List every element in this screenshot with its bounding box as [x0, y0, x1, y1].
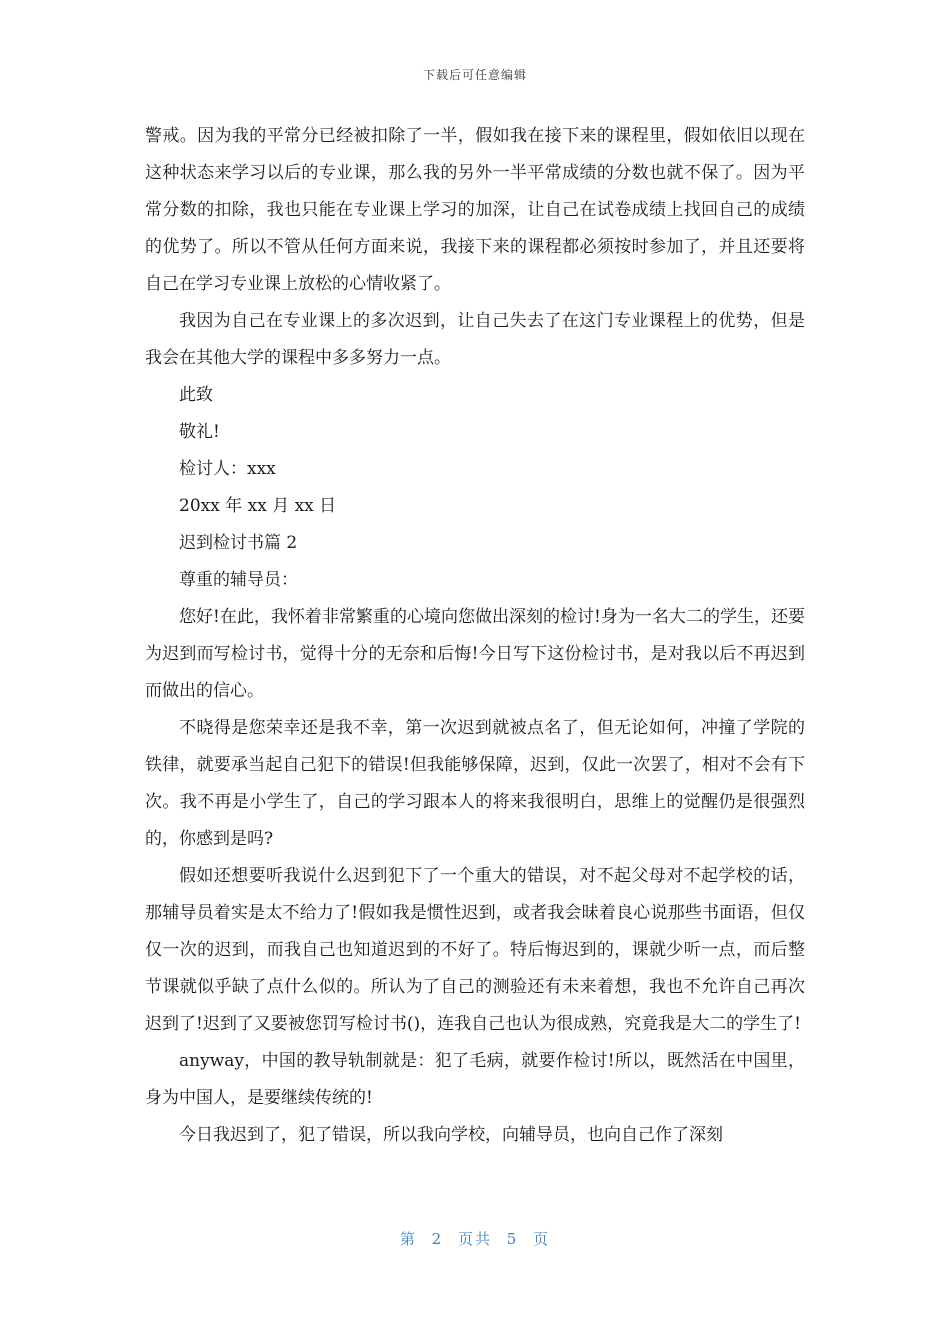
- closing-salutation: 此致: [179, 385, 213, 405]
- paragraph: 假如还想要听我说什么迟到犯下了一个重大的错误，对不起父母对不起学校的话，那辅导员着实是太不给力了!假如我是惯性迟到，或者我会昧着良心说那些书面语，但仅仅一次的迟到，而我自己也知道迟到的不好了。特后悔迟到的，课就少听一点，而后整节课就似乎缺了点什么似的。所认为了自己的测验还有未来着想，我也不允许自己再次迟到了!迟到了又要被您罚写检讨书()，连我自己也认为很成熟，究竟我是大二的学生了!: [145, 866, 805, 1034]
- signature-line: 检讨人：xxx: [179, 459, 276, 479]
- greeting: 尊重的辅导员：: [179, 570, 298, 590]
- paragraph: 不晓得是您荣幸还是我不幸，第一次迟到就被点名了，但无论如何，冲撞了学院的铁律，就要承当起自己犯下的错误!但我能够保障，迟到，仅此一次罢了，相对不会有下次。我不再是小学生了，自己的学习跟本人的将来我很明白，思维上的觉醒仍是很强烈的，你感到是吗?: [145, 718, 805, 849]
- section-title: 迟到检讨书篇 2: [179, 533, 298, 553]
- page-number-footer: 第 2 页共 5 页: [399, 1230, 551, 1248]
- paragraph: 今日我迟到了，犯了错误，所以我向学校，向辅导员，也向自己作了深刻: [179, 1125, 723, 1145]
- paragraph: 您好!在此，我怀着非常繁重的心境向您做出深刻的检讨!身为一名大二的学生，还要为迟到而写检讨书，觉得十分的无奈和后悔!今日写下这份检讨书，是对我以后不再迟到而做出的信心。: [145, 607, 805, 701]
- document-body: [145, 118, 805, 1154]
- closing-regards: 敬礼!: [179, 422, 220, 442]
- paragraph: 警戒。因为我的平常分已经被扣除了一半，假如我在接下来的课程里，假如依旧以现在这种状态来学习以后的专业课，那么我的另外一半平常成绩的分数也就不保了。因为平常分数的扣除，我也只能在专业课上学习的加深，让自己在试卷成绩上找回自己的成绩的优势了。所以不管从任何方面来说，我接下来的课程都必须按时参加了，并且还要将自己在学习专业课上放松的心情收紧了。: [145, 126, 805, 294]
- paragraph: 我因为自己在专业课上的多次迟到，让自己失去了在这门专业课程上的优势，但是我会在其他大学的课程中多多努力一点。: [145, 311, 805, 368]
- date-line: 20xx 年 xx 月 xx 日: [179, 496, 337, 516]
- page-header-note: 下载后可任意编辑: [422, 68, 527, 82]
- paragraph: anyway，中国的教导轨制就是：犯了毛病，就要作检讨!所以，既然活在中国里，身为中国人，是要继续传统的!: [145, 1051, 805, 1108]
